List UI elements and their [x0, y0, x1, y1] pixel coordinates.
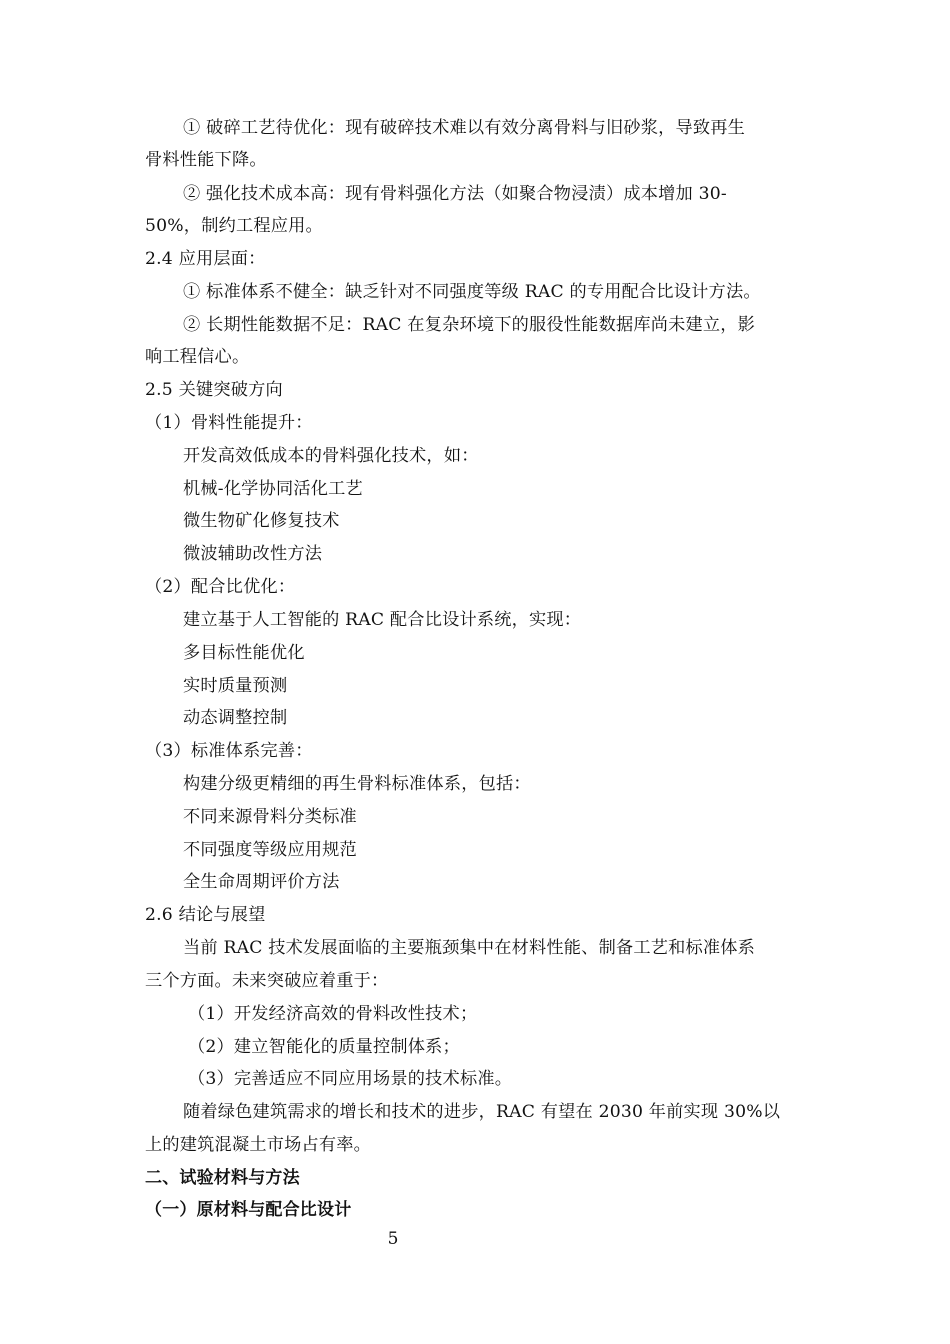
- list-item: （3）完善适应不同应用场景的技术标准。: [188, 1069, 513, 1089]
- paragraph-line: 随着绿色建筑需求的增长和技术的进步，RAC 有望在 2030 年前实现 30%以: [183, 1102, 781, 1122]
- subsection-heading: （1）骨料性能提升：: [145, 413, 313, 433]
- subsection-heading: （2）配合比优化：: [145, 577, 296, 597]
- list-item: 实时质量预测: [183, 676, 288, 696]
- list-item: （1）开发经济高效的骨料改性技术；: [188, 1004, 478, 1024]
- paragraph-line: ① 破碎工艺待优化：现有破碎技术难以有效分离骨料与旧砂浆，导致再生: [183, 118, 746, 138]
- paragraph-line: 响工程信心。: [145, 347, 250, 367]
- paragraph-line: 开发高效低成本的骨料强化技术，如：: [183, 446, 479, 466]
- list-item: 不同强度等级应用规范: [183, 840, 357, 860]
- list-item: （2）建立智能化的质量控制体系；: [188, 1037, 460, 1057]
- list-item: 多目标性能优化: [183, 643, 305, 663]
- paragraph-line: ② 强化技术成本高：现有骨料强化方法（如聚合物浸渍）成本增加 30-: [183, 184, 727, 204]
- list-item: 不同来源骨料分类标准: [183, 807, 357, 827]
- list-item: 微生物矿化修复技术: [183, 511, 340, 531]
- list-item: 微波辅助改性方法: [183, 544, 323, 564]
- paragraph-line: 构建分级更精细的再生骨料标准体系，包括：: [183, 774, 531, 794]
- subsection-heading: （3）标准体系完善：: [145, 741, 313, 761]
- chapter-heading: 二、试验材料与方法: [145, 1168, 300, 1188]
- paragraph-line: ② 长期性能数据不足：RAC 在复杂环境下的服役性能数据库尚未建立，影: [183, 315, 756, 335]
- page-number: 5: [387, 1229, 399, 1249]
- section-heading: 2.5 关键突破方向: [145, 380, 283, 400]
- section-heading: 2.4 应用层面：: [145, 249, 266, 269]
- paragraph-line: 当前 RAC 技术发展面临的主要瓶颈集中在材料性能、制备工艺和标准体系: [183, 938, 756, 958]
- list-item: 动态调整控制: [183, 708, 288, 728]
- chapter-subheading: （一）原材料与配合比设计: [145, 1200, 352, 1220]
- list-item: 全生命周期评价方法: [183, 872, 340, 892]
- paragraph-line: 上的建筑混凝土市场占有率。: [145, 1135, 372, 1155]
- section-heading: 2.6 结论与展望: [145, 905, 266, 925]
- paragraph-line: 三个方面。未来突破应着重于：: [145, 971, 389, 991]
- paragraph-line: ① 标准体系不健全：缺乏针对不同强度等级 RAC 的专用配合比设计方法。: [183, 282, 761, 302]
- paragraph-line: 建立基于人工智能的 RAC 配合比设计系统，实现：: [183, 610, 582, 630]
- list-item: 机械-化学协同活化工艺: [183, 479, 363, 499]
- paragraph-line: 骨料性能下降。: [145, 150, 267, 170]
- paragraph-line: 50%，制约工程应用。: [145, 216, 323, 236]
